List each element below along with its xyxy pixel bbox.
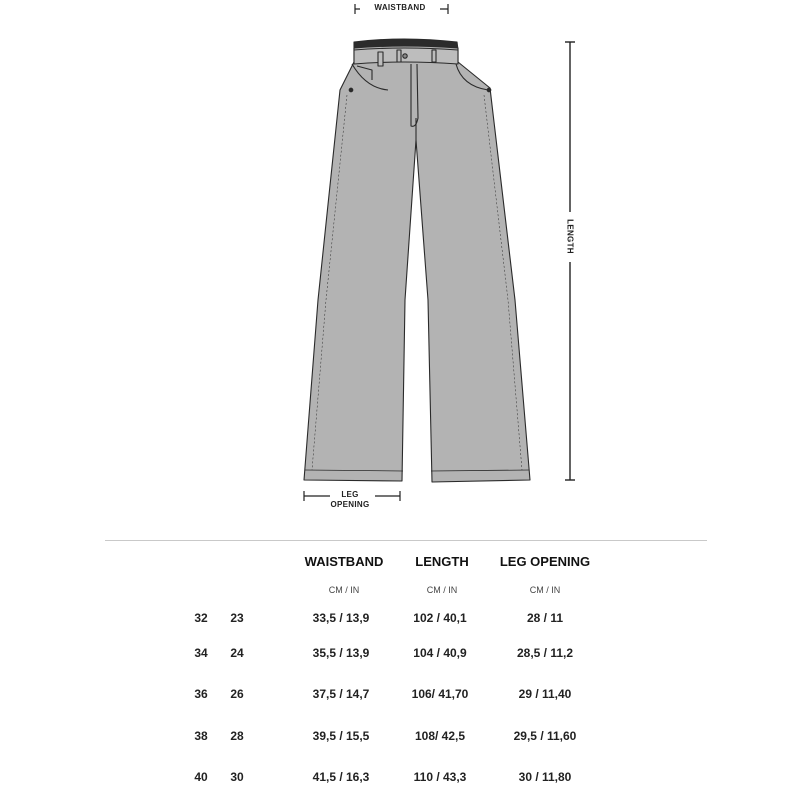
waistband-value: 33,5 / 13,9 (312, 611, 370, 625)
size-us: 26 (230, 687, 244, 701)
size-eu: 36 (194, 687, 208, 701)
size-eu: 32 (194, 611, 208, 625)
leg-opening-value: 29,5 / 11,60 (513, 729, 577, 743)
table-row (0, 770, 798, 790)
header-waistband: WAISTBAND (304, 554, 384, 569)
waistband-value: 41,5 / 16,3 (312, 770, 370, 784)
size-eu: 38 (194, 729, 208, 743)
table-row (0, 611, 798, 631)
belt-loop-center-left (397, 50, 401, 62)
size-us: 24 (230, 646, 244, 660)
leg-opening-value: 29 / 11,40 (518, 687, 572, 701)
size-us: 23 (230, 611, 244, 625)
leg-opening-value: 28 / 11 (526, 611, 564, 625)
belt-loop-left (378, 52, 383, 66)
size-us: 30 (230, 770, 244, 784)
leg-opening-dim-label (320, 490, 380, 510)
length-value: 110 / 43,3 (413, 770, 467, 784)
unit-waistband: CM / IN (328, 585, 360, 595)
length-value: 106/ 41,70 (411, 687, 469, 701)
leg-opening-label-line2: OPENING (330, 500, 370, 509)
table-row (0, 729, 798, 749)
unit-length: CM / IN (426, 585, 458, 595)
waistband-value: 35,5 / 13,9 (312, 646, 370, 660)
waistband-dim-label: WAISTBAND (360, 3, 440, 12)
length-value: 108/ 42,5 (414, 729, 466, 743)
length-value: 104 / 40,9 (413, 646, 467, 660)
size-eu: 40 (194, 770, 208, 784)
leg-opening-label-line1: LEG (341, 490, 359, 499)
pants-body (304, 46, 530, 482)
unit-leg-opening: CM / IN (529, 585, 561, 595)
size-us: 28 (230, 729, 244, 743)
pants-drawing (304, 39, 530, 482)
header-length: LENGTH (415, 554, 469, 569)
table-row (0, 687, 798, 707)
length-dim-label: LENGTH (565, 219, 575, 254)
table-row (0, 646, 798, 666)
leg-opening-value: 28,5 / 11,2 (516, 646, 574, 660)
section-divider (105, 540, 707, 541)
leg-opening-value: 30 / 11,80 (518, 770, 572, 784)
waistband-value: 37,5 / 14,7 (312, 687, 370, 701)
waistband-value: 39,5 / 15,5 (312, 729, 370, 743)
size-eu: 34 (194, 646, 208, 660)
header-leg-opening: LEG OPENING (499, 554, 591, 569)
belt-loop-center-right (432, 50, 436, 62)
length-value: 102 / 40,1 (413, 611, 467, 625)
